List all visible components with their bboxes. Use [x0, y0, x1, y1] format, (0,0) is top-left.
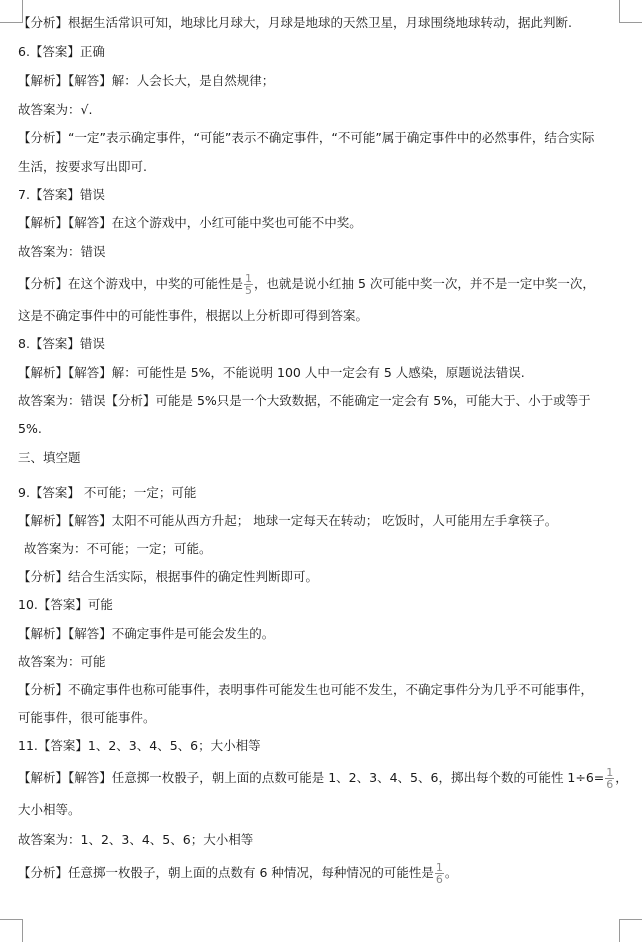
- text-segment: ，: [615, 770, 628, 785]
- text-line: 故答案为：不可能；一定；可能。: [24, 541, 212, 556]
- answer-heading: 10.【答案】可能: [18, 597, 113, 612]
- text-segment: 【解析】【解答】任意掷一枚骰子，朝上面的点数可能是 1、2、3、4、5、6，掷出每个数的可能性 1÷6=: [18, 770, 605, 785]
- section-heading: 三、填空题: [18, 450, 81, 465]
- text-line: 这是不确定事件中的可能性事件，根据以上分析即可得到答案。: [18, 308, 369, 323]
- text-line: 生活，按要求写出即可.: [18, 159, 147, 174]
- text-line: 5%.: [18, 421, 42, 436]
- fraction-denominator: 6: [606, 778, 614, 791]
- fraction-denominator: 6: [435, 873, 443, 886]
- answer-heading: 9.【答案】 不可能；一定；可能: [18, 485, 197, 500]
- text-line: 【解析】【解答】在这个游戏中，小红可能中奖也可能不中奖。: [18, 215, 362, 230]
- page-corner-mark: [619, 919, 642, 942]
- text-line: 【分析】不确定事件也称可能事件，表明事件可能发生也可能不发生，不确定事件分为几乎不可能事件，: [18, 682, 594, 697]
- text-segment: ，也就是说小红抽 5 次可能中奖一次，并不是一定中奖一次，: [254, 276, 595, 291]
- answer-heading: 6.【答案】正确: [18, 44, 105, 59]
- text-line: 故答案为：错误: [18, 244, 106, 259]
- text-line: 【解析】【解答】太阳不可能从西方升起； 地球一定每天在转动； 吃饭时，人可能用左手拿筷子。: [18, 513, 558, 528]
- text-line: 【解析】【解答】解：可能性是 5%，不能说明 100 人中一定会有 5 人感染，原题说法错误.: [18, 365, 525, 380]
- text-line: 可能事件，很可能事件。: [18, 710, 156, 725]
- text-line: 【分析】根据生活常识可知，地球比月球大，月球是地球的天然卫星，月球围绕地球转动，据此判断.: [18, 15, 572, 30]
- fraction: [435, 862, 444, 885]
- text-line: 故答案为：错误【分析】可能是 5%只是一个大致数据，不能确定一定会有 5%，可能大于、小于或等于: [18, 393, 591, 408]
- answer-heading: 11.【答案】1、2、3、4、5、6；大小相等: [18, 738, 261, 753]
- text-segment: 【分析】任意掷一枚骰子，朝上面的点数有 6 种情况，每种情况的可能性是: [18, 865, 434, 880]
- text-segment: 【分析】在这个游戏中，中奖的可能性是: [18, 276, 244, 291]
- text-line: 【分析】结合生活实际，根据事件的确定性判断即可。: [18, 569, 319, 584]
- answer-heading: 7.【答案】错误: [18, 187, 105, 202]
- page-corner-mark: [0, 919, 23, 942]
- fraction-numerator: 1: [435, 861, 443, 874]
- text-line: 故答案为：√.: [18, 102, 93, 117]
- fraction: [244, 273, 253, 296]
- text-line: 【解析】【解答】不确定事件是可能会发生的。: [18, 626, 275, 641]
- text-line: 故答案为：可能: [18, 654, 106, 669]
- page-corner-mark: [619, 0, 642, 23]
- fraction-numerator: 1: [606, 766, 614, 779]
- fraction-numerator: 1: [245, 272, 253, 285]
- fraction: [605, 767, 614, 790]
- text-segment: 。: [444, 865, 458, 880]
- text-line: 【分析】“一定”表示确定事件，“可能”表示不确定事件，“不可能”属于确定事件中的必然事件，结合实际: [18, 130, 595, 145]
- text-line-with-fraction: [18, 273, 595, 296]
- text-line: 故答案为：1、2、3、4、5、6；大小相等: [18, 832, 254, 847]
- text-line: 【解析】【解答】解：人会长大，是自然规律；: [18, 73, 275, 88]
- text-line-with-fraction: [18, 767, 628, 790]
- fraction-denominator: 5: [245, 284, 253, 297]
- text-line-with-fraction: [18, 862, 457, 885]
- answer-heading: 8.【答案】错误: [18, 336, 105, 351]
- text-line: 大小相等。: [18, 802, 81, 817]
